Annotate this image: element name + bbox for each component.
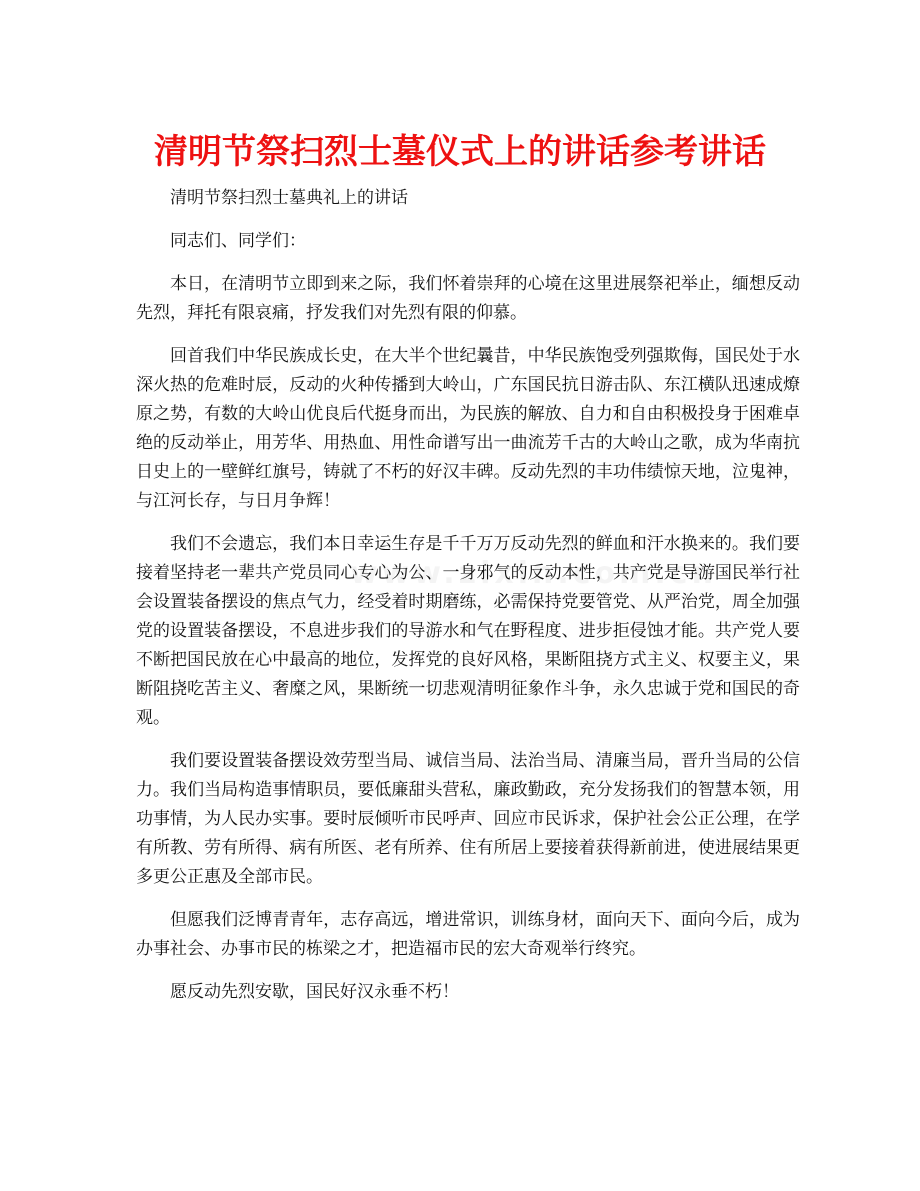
document-body (136, 184, 800, 1007)
speech-subtitle: 清明节祭扫烈士墓典礼上的讲话 (170, 188, 408, 208)
paragraph-history: 回首我们中华民族成长史，在大半个世纪曩昔，中华民族饱受列强欺侮，国民处于水深火热的危难时辰，反动的火种传播到大岭山，广东国民抗日游击队、东江横队迅速成燎原之势，有数的大岭山优良后代挺身而出，为民族的解放、自力和自由积极投身于困难卓绝的反动举止，用芳华、用热血、用性命谱写出一曲流芳千古的大岭山之歌，成为华南抗日史上的一壁鲜红旗号，铸就了不朽的好汉丰碑。反动先烈的丰功伟绩惊天地，泣鬼神，与江河长存，与日月争辉！ (136, 346, 800, 511)
paragraph-closing: 愿反动先烈安歇，国民好汉永垂不朽！ (170, 982, 459, 1002)
paragraph-youth: 但愿我们泛博青青年，志存高远，增进常识，训练身材，面向天下、面向今后，成为办事社会、办事市民的栋梁之才，把造福市民的宏大奇观举行终究。 (136, 910, 800, 959)
salutation: 同志们、同学们： (170, 231, 306, 251)
paragraph-party: 我们不会遗忘，我们本日幸运生存是千千万万反动先烈的鲜血和汗水换来的。我们要接着坚持老一辈共产党员同心专心为公、一身邪气的反动本性，共产党是导游国民举行社会设置装备摆设的焦点气力，经受着时期磨练，必需保持党要管党、从严治党，周全加强党的设置装备摆设，不息进步我们的导游水和气在野程度、进步拒侵蚀才能。共产党人要不断把国民放在心中最高的地位，发挥党的良好风格，果断阻挠方式主义、权要主义，果断阻挠吃苦主义、奢糜之风，果断统一切悲观清明征象作斗争，永久忠诚于党和国民的奇观。 (136, 534, 800, 728)
paragraph-government: 我们要设置装备摆设效劳型当局、诚信当局、法治当局、清廉当局，晋升当局的公信力。我们当局构造事情职员，要低廉甜头营私，廉政勤政，充分发扬我们的智慧本领，用功事情，为人民办实事。要时辰倾听市民呼声、回应市民诉求，保护社会公正公理，在学有所教、劳有所得、病有所医、老有所养、住有所居上要接着获得新前进，使进展结果更多更公正惠及全部市民。 (136, 751, 800, 887)
document-title: 清明节祭扫烈士墓仪式上的讲话参考讲话 (154, 132, 766, 172)
paragraph-opening: 本日，在清明节立即到来之际，我们怀着崇拜的心境在这里进展祭祀举止，缅想反动先烈，拜托有限哀痛，抒发我们对先烈有限的仰慕。 (136, 274, 800, 323)
